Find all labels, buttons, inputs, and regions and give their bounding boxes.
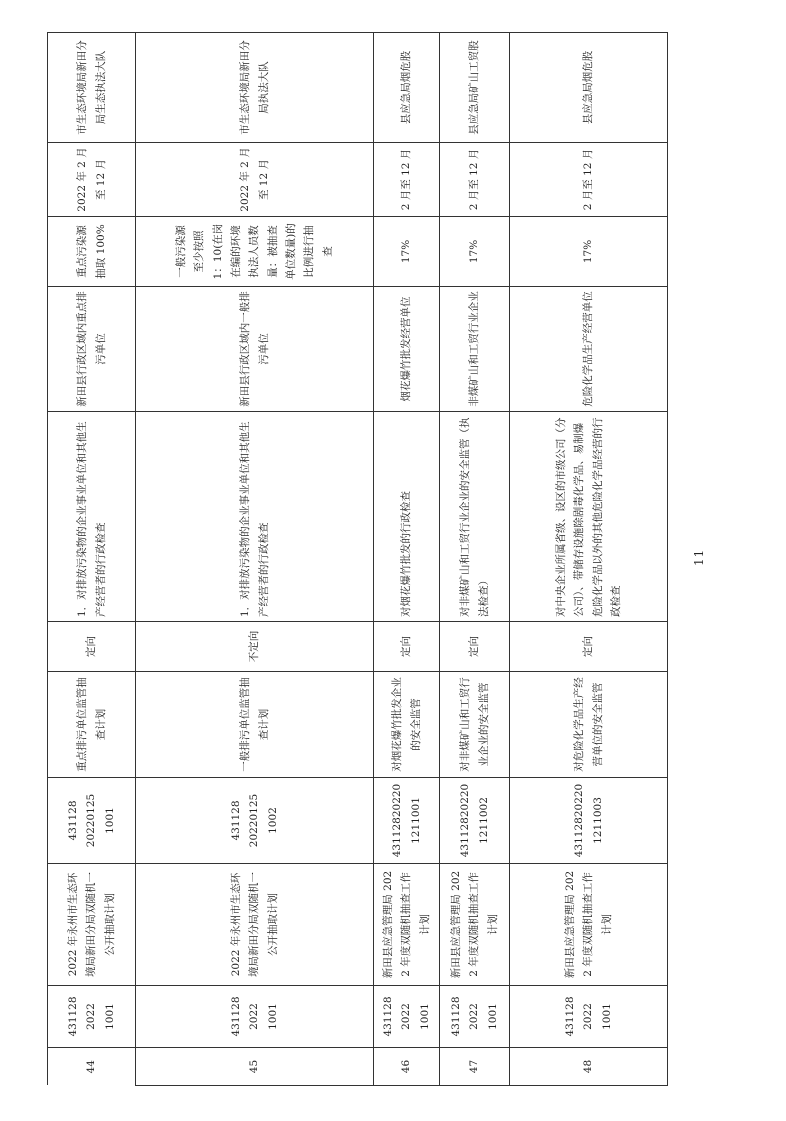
sampling-ratio: 17% [510, 217, 668, 287]
inspection-objects: 非煤矿山和工贸行业企业 [440, 287, 510, 412]
inspection-content: 1．对排放污染物的企业事业单位和其他生产经营者的行政检查 [136, 412, 374, 622]
item-name: 对危险化学品生产经营单位的安全监管 [510, 672, 668, 778]
plan-name: 新田县应急管理局 2022 年度双随机抽查工作计划 [440, 864, 510, 986]
item-code: 43112820220 1211002 [440, 778, 510, 864]
row-number: 47 [440, 1048, 510, 1086]
plan-code: 431128 2022 1001 [48, 986, 136, 1048]
sampling-ratio: 17% [440, 217, 510, 287]
plan-name: 新田县应急管理局 2022 年度双随机抽查工作计划 [374, 864, 440, 986]
plan-name: 新田县应急管理局 2022 年度双随机抽查工作计划 [510, 864, 668, 986]
inspection-content: 对非煤矿山和工贸行业企业的安全监管（执法检查） [440, 412, 510, 622]
table-row [374, 33, 440, 1086]
responsible-dept: 县应急局烟危股 [374, 33, 440, 143]
table-row [440, 33, 510, 1086]
inspection-mode: 定向 [510, 622, 668, 672]
sampling-ratio: 一般污染源至少按照 1：10(在岗在编的环境执法人员数量：被抽查单位数量)的比例进行抽查 [136, 217, 374, 287]
plan-code: 431128 2022 1001 [374, 986, 440, 1048]
inspection-content: 对中央企业所属省级、设区的市级公司（分公司）、带储存设施除剧毒化学品、易制爆危险化学品以外的其他危险化学品经营的行政检查 [510, 412, 668, 622]
responsible-dept: 市生态环境局新田分局生态执法大队 [48, 33, 136, 143]
inspection-mode: 定向 [48, 622, 136, 672]
inspection-time: 2022 年 2 月至 12 月 [48, 143, 136, 217]
responsible-dept: 市生态环境局新田分局执法大队 [136, 33, 374, 143]
inspection-content: 对烟花爆竹批发的行政检查 [374, 412, 440, 622]
inspection-objects: 危险化学品生产经营单位 [510, 287, 668, 412]
item-code: 431128 20220125 1002 [136, 778, 374, 864]
inspection-time: 2022 年 2 月至 12 月 [136, 143, 374, 217]
item-name: 对非煤矿山和工贸行业企业的安全监管 [440, 672, 510, 778]
table-row [48, 33, 136, 1086]
inspection-plan-table [47, 32, 668, 1086]
responsible-dept: 县应急局烟危股 [510, 33, 668, 143]
item-code: 43112820220 1211001 [374, 778, 440, 864]
item-code: 43112820220 1211003 [510, 778, 668, 864]
inspection-time: 2 月至 12 月 [440, 143, 510, 217]
inspection-content: 1．对排放污染物的企业事业单位和其他生产经营者的行政检查 [48, 412, 136, 622]
inspection-time: 2 月至 12 月 [374, 143, 440, 217]
inspection-mode: 定向 [440, 622, 510, 672]
item-code: 431128 20220125 1001 [48, 778, 136, 864]
item-name: 对烟花爆竹批发企业的安全监管 [374, 672, 440, 778]
plan-code: 431128 2022 1001 [440, 986, 510, 1048]
inspection-objects: 新田县行政区域内一般排污单位 [136, 287, 374, 412]
plan-name: 2022 年永州市生态环境局新田分局双随机一公开抽取计划 [136, 864, 374, 986]
plan-code: 431128 2022 1001 [510, 986, 668, 1048]
row-number: 44 [48, 1048, 136, 1086]
responsible-dept: 县应急局矿山工贸股 [440, 33, 510, 143]
table-row [510, 33, 668, 1086]
sampling-ratio: 17% [374, 217, 440, 287]
inspection-objects: 烟花爆竹批发经营单位 [374, 287, 440, 412]
table-row [136, 33, 374, 1086]
row-number: 45 [136, 1048, 374, 1086]
page-number: 11 [692, 548, 706, 566]
inspection-mode: 定向 [374, 622, 440, 672]
plan-name: 2022 年永州市生态环境局新田分局双随机一公开抽取计划 [48, 864, 136, 986]
inspection-time: 2 月至 12 月 [510, 143, 668, 217]
inspection-objects: 新田县行政区域内重点排污单位 [48, 287, 136, 412]
item-name: 重点排污单位监管抽查计划 [48, 672, 136, 778]
row-number: 46 [374, 1048, 440, 1086]
row-number: 48 [510, 1048, 668, 1086]
inspection-mode: 不定向 [136, 622, 374, 672]
sampling-ratio: 重点污染源抽取 100% [48, 217, 136, 287]
plan-code: 431128 2022 1001 [136, 986, 374, 1048]
item-name: 一般排污单位监管抽查计划 [136, 672, 374, 778]
